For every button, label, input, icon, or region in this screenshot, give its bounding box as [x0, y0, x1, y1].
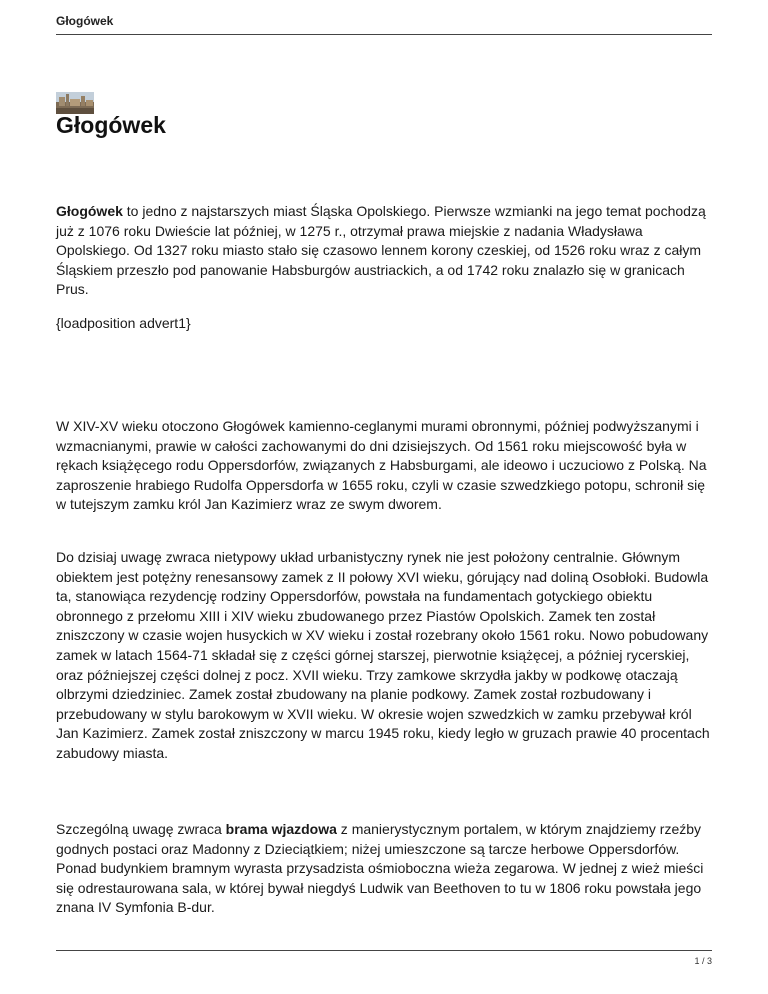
castle-photo-icon	[56, 92, 94, 114]
header-divider	[56, 34, 712, 35]
intro-bold-lead: Głogówek	[56, 203, 123, 219]
paragraph-gate	[56, 820, 716, 918]
article-thumbnail-image	[56, 92, 94, 114]
intro-text: to jedno z najstarszych miast Śląska Opolskiego. Pierwsze wzmianki na jego temat pochodzą już z 1076 roku Dwieście lat później, w 1275 r., otrzymał prawa miejskie z nadania Władysława Opolskiego. Od 1327 roku miasto stało się czasowo lennem korony czeskiej, od 1526 roku wraz z całym Śląskiem przeszło pod panowanie Habsburgów austriackich, a od 1742 roku znalazło się w granicach Prus.	[56, 203, 706, 298]
gate-text-after: z manierystycznym portalem, w którym znajdziemy rzeźby godnych postaci oraz Madonny z Dzieciątkiem; niżej umieszczone są tarcze herbowe Oppersdorfów. Ponad budynkiem bramnym wyrasta przysadzista ośmioboczna wieża zegarowa. W jednej z wież mieści się odrestaurowana sala, w której bywał niegdyś Ludwik van Beethoven to tu w 1806 roku powstała jego znana IV Symfonia B-dur.	[56, 821, 704, 916]
running-header-title: Głogówek	[56, 14, 114, 28]
castle-text: Do dzisiaj uwagę zwraca nietypowy układ urbanistyczny rynek nie jest położony centralnie. Głównym obiektem jest potężny renesansowy zamek z II połowy XVI wieku, górujący nad doliną Osobłoki. Budowla ta, stanowiąca rezydencję rodziny Oppersdorfów, powstała na fundamentach gotyckiego obiektu obronnego z przełomu XIII i XIV wieku zbudowanego przez Piastów Opolskich. Zamek ten został zniszczony w czasie wojen husyckich w XV wieku i został rozebrany około 1561 roku. Nowo pobudowany zamek w latach 1564-71 składał się z części górnej starszej, pierwotnie książęcej, a później rycerskiej, oraz późniejszej części dolnej z pocz. XVII wieku. Trzy zamkowe skrzydła jakby w podkowę otaczają olbrzymi dziedziniec. Zamek został zbudowany na planie podkowy. Zamek został rozbudowany i przebudowany w stylu barokowym w XVII wieku. W okresie wojen szwedzkich w zamku przebywał król Jan Kazimierz. Zamek został zniszczony w marcu 1945 roku, kiedy legło w gruzach prawie 40 procentach zabudowy miasta.	[56, 549, 710, 761]
page-number: 1 / 3	[694, 956, 712, 966]
paragraph-intro	[56, 202, 716, 300]
paragraph-castle	[56, 548, 716, 764]
gate-text-before: Szczególną uwagę zwraca	[56, 821, 226, 837]
gate-bold-term: brama wjazdowa	[225, 821, 337, 837]
loadposition-text: {loadposition advert1}	[56, 315, 191, 331]
paragraph-walls-history	[56, 417, 716, 515]
article-heading: Głogówek	[56, 112, 166, 138]
footer-divider	[56, 950, 712, 951]
paragraph-loadposition-placeholder	[56, 314, 716, 334]
walls-history-text: W XIV-XV wieku otoczono Głogówek kamienno-ceglanymi murami obronnymi, później podwyższanymi i wzmacnianymi, prawie w całości zachowanymi do dni dzisiejszych. Od 1561 roku miejscowość była w rękach książęcego rodu Oppersdorfów, związanych z Habsburgami, ale ideowo i uczuciowo z Polską. Na zaproszenie hrabiego Rudolfa Oppersdorfa w 1655 roku, czyli w czasie szwedzkiego potopu, schronił się w tutejszym zamku król Jan Kazimierz wraz ze swym dworem.	[56, 418, 707, 513]
